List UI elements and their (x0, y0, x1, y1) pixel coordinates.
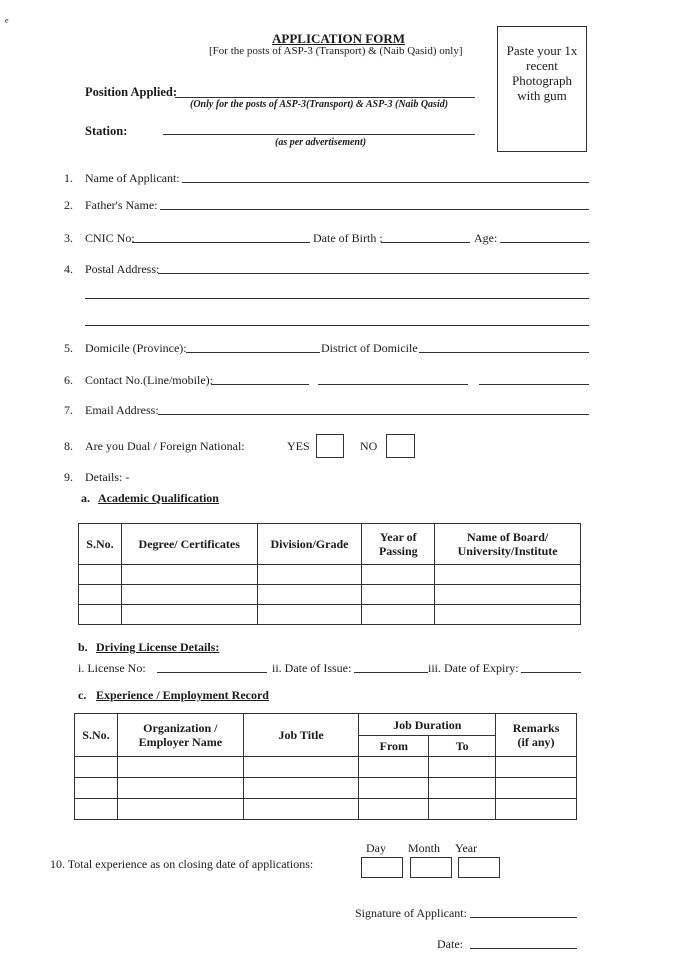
age-label: Age: (474, 231, 498, 245)
details-label: Details: - (85, 470, 130, 484)
item-number-7: 7. (64, 403, 73, 417)
month-label: Month (408, 841, 441, 855)
item-number-3: 3. (64, 231, 73, 245)
no-checkbox[interactable] (386, 434, 415, 458)
corner-mark: e (5, 16, 9, 25)
position-input-line[interactable] (175, 97, 475, 98)
item-number-8: 8. (64, 439, 73, 453)
station-input-line[interactable] (163, 134, 475, 135)
experience-col-from: From (359, 736, 429, 757)
photo-text-4: with gum (517, 88, 567, 103)
item-number-9: 9. (64, 470, 73, 484)
signature-label: Signature of Applicant: (355, 906, 467, 920)
father-label: Father's Name: (85, 198, 158, 212)
day-label: Day (366, 841, 386, 855)
experience-col-org: Organization / Employer Name (117, 714, 243, 757)
academic-col-degree: Degree/ Certificates (121, 524, 257, 565)
experience-col-duration: Job Duration (359, 714, 496, 736)
year-box[interactable] (458, 857, 500, 878)
experience-table (74, 713, 577, 820)
experience-heading: Experience / Employment Record (96, 688, 269, 702)
experience-col-job: Job Title (243, 714, 359, 757)
item-number-2: 2. (64, 198, 73, 212)
license-issue-input-line[interactable] (354, 672, 428, 673)
domicile-label: Domicile (Province): (85, 341, 187, 355)
cnic-input-line[interactable] (132, 242, 310, 243)
experience-col-remarks: Remarks (if any) (496, 714, 577, 757)
dob-label: Date of Birth : (313, 231, 383, 245)
photo-text-3: Photograph (512, 73, 572, 88)
experience-col-sno: S.No. (75, 714, 118, 757)
license-no-input-line[interactable] (157, 672, 267, 673)
age-input-line[interactable] (500, 242, 589, 243)
station-note: (as per advertisement) (275, 137, 367, 148)
postal-input-line-1[interactable] (158, 273, 589, 274)
item-number-1: 1. (64, 171, 73, 185)
academic-col-board: Name of Board/ University/Institute (435, 524, 581, 565)
item-number-4: 4. (64, 262, 73, 276)
item-number-5: 5. (64, 341, 73, 355)
father-input-line[interactable] (160, 209, 589, 210)
table-row[interactable] (75, 799, 577, 820)
name-label: Name of Applicant: (85, 171, 180, 185)
district-input-line[interactable] (419, 352, 589, 353)
no-label: NO (360, 439, 378, 453)
postal-label: Postal Address: (85, 262, 160, 276)
contact-label: Contact No.(Line/mobile): (85, 373, 213, 387)
license-no-label: i. License No: (78, 661, 146, 675)
academic-col-year: Year of Passing (362, 524, 435, 565)
contact-input-line-2[interactable] (318, 384, 468, 385)
total-experience-label: 10. Total experience as on closing date of applications: (50, 857, 314, 871)
license-heading: Driving License Details: (96, 640, 220, 654)
postal-input-line-3[interactable] (85, 325, 589, 326)
table-row[interactable] (79, 565, 581, 585)
contact-input-line-3[interactable] (479, 384, 589, 385)
month-box[interactable] (410, 857, 452, 878)
form-subtitle: [For the posts of ASP-3 (Transport) & (Naib Qasid) only] (209, 45, 463, 57)
academic-col-sno: S.No. (79, 524, 122, 565)
license-expiry-label: iii. Date of Expiry: (428, 661, 519, 675)
dual-label: Are you Dual / Foreign National: (85, 439, 245, 453)
license-heading-prefix: b. (78, 640, 88, 654)
academic-col-division: Division/Grade (257, 524, 362, 565)
email-input-line[interactable] (158, 414, 589, 415)
table-row[interactable] (79, 585, 581, 605)
station-label: Station: (85, 124, 128, 138)
license-expiry-input-line[interactable] (521, 672, 581, 673)
license-issue-label: ii. Date of Issue: (272, 661, 352, 675)
signature-input-line[interactable] (470, 917, 577, 918)
table-row[interactable] (79, 605, 581, 625)
academic-table (78, 523, 581, 625)
yes-checkbox[interactable] (316, 434, 344, 458)
photo-text-2: recent (526, 58, 558, 73)
date-input-line[interactable] (470, 948, 577, 949)
experience-col-to: To (429, 736, 496, 757)
photo-text-1: Paste your 1x (506, 43, 578, 58)
academic-heading-prefix: a. (81, 491, 90, 505)
item-number-6: 6. (64, 373, 73, 387)
yes-label: YES (287, 439, 310, 453)
postal-input-line-2[interactable] (85, 298, 589, 299)
date-label: Date: (437, 937, 463, 951)
district-label: District of Domicile (321, 341, 418, 355)
email-label: Email Address: (85, 403, 159, 417)
photo-box[interactable] (497, 26, 587, 152)
position-label: Position Applied: (85, 85, 178, 99)
table-row[interactable] (75, 757, 577, 778)
experience-heading-prefix: c. (78, 688, 87, 702)
name-input-line[interactable] (182, 182, 589, 183)
table-row[interactable] (75, 778, 577, 799)
year-label: Year (455, 841, 478, 855)
contact-input-line-1[interactable] (211, 384, 309, 385)
dob-input-line[interactable] (381, 242, 470, 243)
form-title: APPLICATION FORM (272, 31, 406, 46)
position-note: (Only for the posts of ASP-3(Transport) & ASP-3 (Naib Qasid) (190, 99, 449, 110)
day-box[interactable] (361, 857, 403, 878)
academic-heading: Academic Qualification (98, 491, 219, 505)
cnic-label: CNIC No: (85, 231, 135, 245)
domicile-input-line[interactable] (186, 352, 320, 353)
